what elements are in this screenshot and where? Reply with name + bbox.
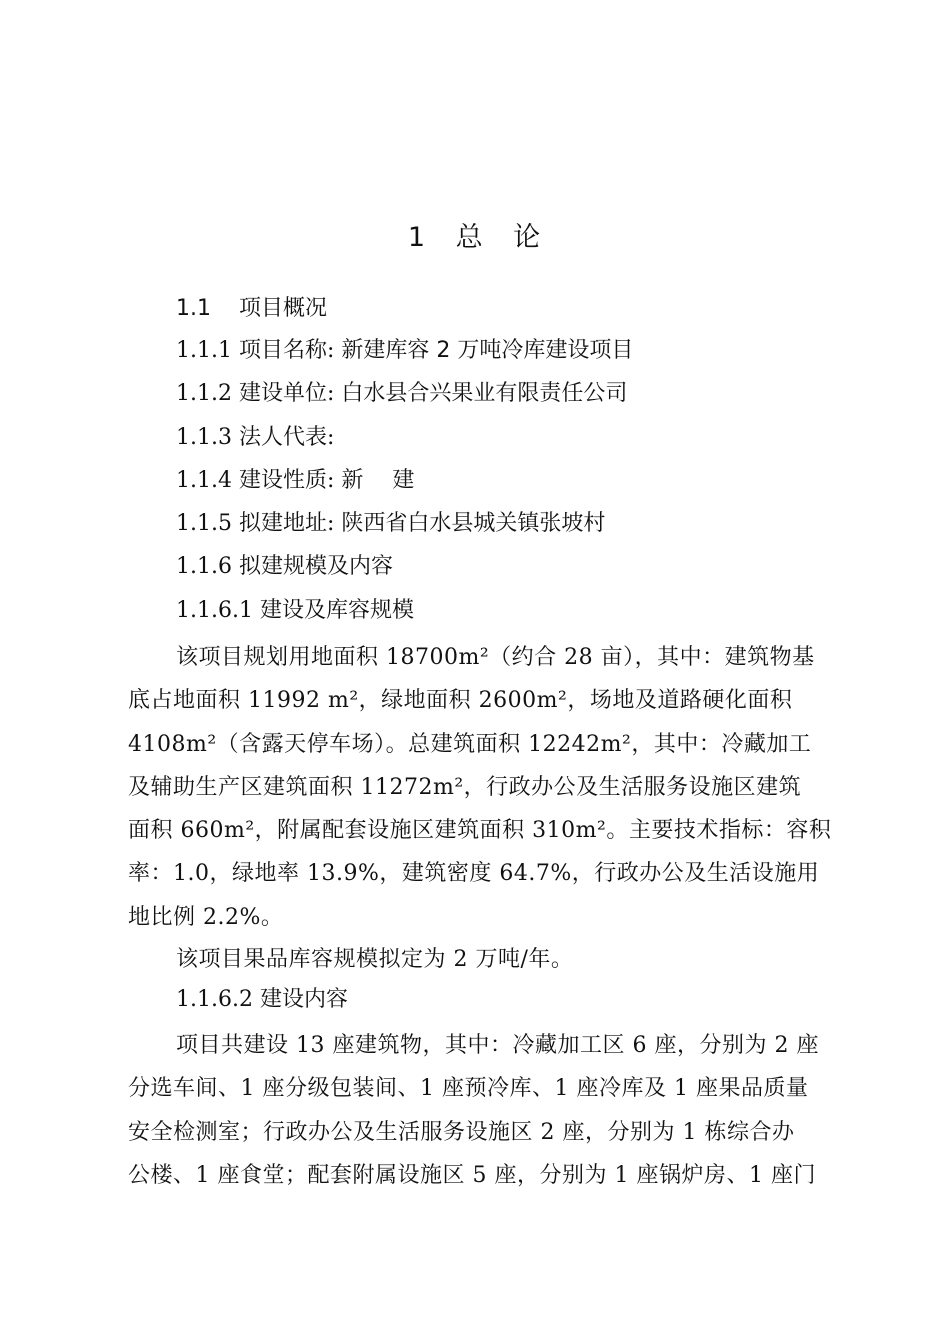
field-project-name — [176, 336, 633, 366]
chapter-title: 1 总 论 — [407, 222, 543, 253]
field-scale — [176, 552, 393, 582]
paragraph-line: 地比例 2.2%。 — [128, 904, 284, 930]
field-label: 拟建地址: — [238, 511, 335, 536]
section-heading-1-1 — [176, 294, 327, 324]
field-legal-rep — [176, 423, 334, 453]
section-title: 项目概况 — [238, 296, 327, 321]
field-label: 法人代表: — [238, 425, 335, 450]
field-label: 拟建规模及内容 — [238, 554, 393, 579]
field-value: 陕西省白水县城关镇张坡村 — [341, 511, 606, 536]
paragraph-line: 底占地面积 11992 m²，绿地面积 2600m²，场地及道路硬化面积 — [128, 688, 793, 714]
paragraph-line: 4108m²（含露天停车场）。总建筑面积 12242m²，其中：冷藏加工 — [128, 731, 812, 757]
field-value: 白水县合兴果业有限责任公司 — [341, 381, 628, 406]
subsection-heading-1-1-6-1 — [176, 596, 414, 626]
field-number: 1.1.1 — [176, 338, 232, 363]
paragraph-content — [128, 1024, 834, 1197]
paragraph-capacity: 该项目果品库容规模拟定为 2 万吨/年。 — [176, 947, 574, 972]
field-nature — [176, 466, 414, 496]
section-number: 1.1 — [176, 296, 211, 321]
paragraph-line: 及辅助生产区建筑面积 11272m²，行政办公及生活服务设施区建筑 — [128, 774, 802, 800]
subsection-number: 1.1.6.2 — [176, 987, 253, 1012]
field-number: 1.1.4 — [176, 468, 232, 493]
field-label: 建设单位: — [238, 381, 335, 406]
paragraph-line: 率：1.0，绿地率 13.9%，建筑密度 64.7%，行政办公及生活设施用 — [128, 861, 820, 887]
paragraph-line: 面积 660m²，附属配套设施区建筑面积 310m²。主要技术指标：容积 — [128, 818, 832, 844]
subsection-title: 建设内容 — [259, 987, 348, 1012]
field-address — [176, 509, 605, 539]
field-label: 项目名称: — [238, 338, 335, 363]
subsection-number: 1.1.6.1 — [176, 598, 253, 623]
field-value: 新建库容 2 万吨冷库建设项目 — [341, 338, 634, 363]
field-number: 1.1.6 — [176, 554, 232, 579]
paragraph-scale — [128, 636, 834, 939]
field-label: 建设性质: — [238, 468, 335, 493]
field-value: 新 建 — [341, 468, 415, 493]
field-builder — [176, 379, 627, 409]
field-number: 1.1.3 — [176, 425, 232, 450]
paragraph-line: 分选车间、1 座分级包装间、1 座预冷库、1 座冷库及 1 座果品质量 — [128, 1076, 809, 1102]
paragraph-line: 安全检测室；行政办公及生活服务设施区 2 座，分别为 1 栋综合办 — [128, 1119, 795, 1145]
subsection-title: 建设及库容规模 — [259, 598, 414, 623]
paragraph-line: 该项目规划用地面积 18700m²（约合 28 亩），其中：建筑物基 — [176, 645, 815, 670]
field-number: 1.1.2 — [176, 381, 232, 406]
paragraph-line: 项目共建设 13 座建筑物，其中：冷藏加工区 6 座，分别为 2 座 — [176, 1033, 819, 1058]
subsection-heading-1-1-6-2 — [176, 985, 348, 1015]
field-number: 1.1.5 — [176, 511, 232, 536]
paragraph-line: 公楼、1 座食堂；配套附属设施区 5 座，分别为 1 座锅炉房、1 座门 — [128, 1162, 816, 1188]
